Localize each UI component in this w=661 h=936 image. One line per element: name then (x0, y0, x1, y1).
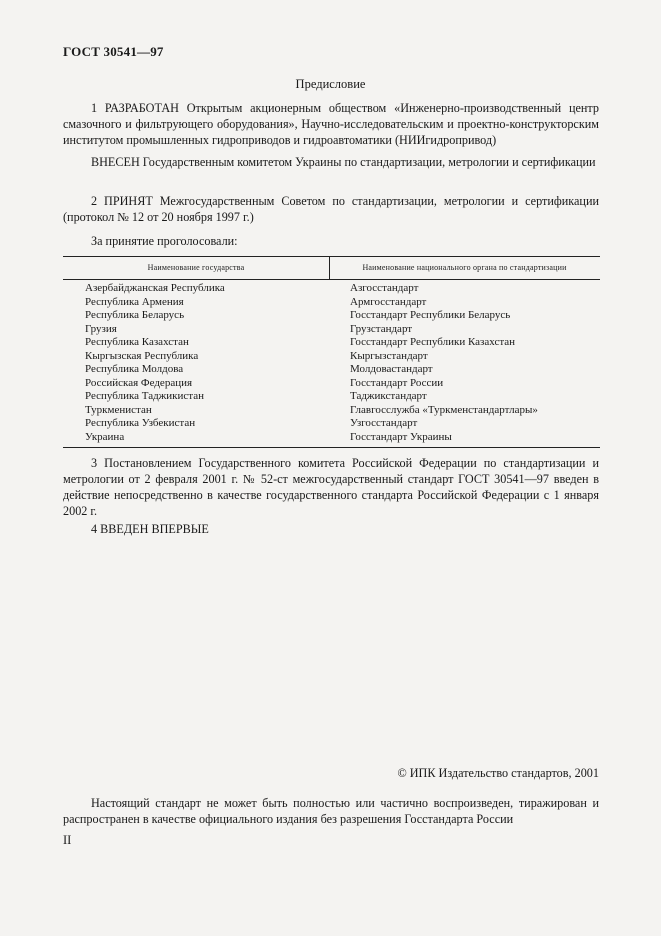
paragraph-developed: 1 РАЗРАБОТАН Открытым акционерным обществом «Инженерно-производственный центр смазочного и фильтрующего оборудования», Научно-исследовательским и проектно-конструкторским институтом промышленных гидроприводов и гидроавтоматики (НИИгидропривод) (63, 101, 599, 147)
copyright: © ИПК Издательство стандартов, 2001 (397, 766, 599, 780)
cell-state: Азербайджанская Республика (85, 282, 225, 294)
page-title: Предисловие (295, 77, 366, 91)
table-row (63, 309, 600, 323)
table-row (63, 336, 600, 350)
cell-state: Туркменистан (85, 403, 152, 416)
table-row (63, 431, 600, 445)
column-header-body: Наименование национального органа по стандартизации (362, 263, 567, 272)
cell-standards-body: Узгосстандарт (350, 417, 418, 429)
cell-state: Республика Узбекистан (85, 417, 196, 429)
table-row (63, 296, 600, 310)
cell-state: Республика Казахстан (85, 336, 189, 348)
cell-state: Российская Федерация (85, 376, 193, 389)
table-row (63, 390, 600, 404)
cell-standards-body: Госстандарт Республики Казахстан (350, 336, 516, 348)
table-row (63, 282, 600, 296)
paragraph-adopted: 2 ПРИНЯТ Межгосударственным Советом по стандартизации, метрологии и сертификации (протокол № 12 от 20 ноября 1997 г.) (63, 194, 599, 224)
cell-standards-body: Госстандарт Республики Беларусь (350, 309, 511, 321)
table-row (63, 363, 600, 377)
cell-state: Республика Таджикистан (85, 390, 204, 402)
cell-standards-body: Госстандарт Украины (350, 430, 452, 443)
paragraph-introduced: ВНЕСЕН Государственным комитетом Украины по стандартизации, метрологии и сертификации (91, 155, 596, 169)
cell-state: Республика Беларусь (85, 309, 185, 321)
paragraph-first-introduced: 4 ВВЕДЕН ВПЕРВЫЕ (91, 522, 209, 536)
table-body (63, 282, 600, 444)
paragraph-decree: 3 Постановлением Государственного комитета Российской Федерации по стандартизации и метрологии от 2 февраля 2001 г. № 52-ст межгосударственный стандарт ГОСТ 30541—97 введен в действие непосредственно в качестве государственного стандарта Российской Федерации с 1 января 2002 г. (63, 456, 599, 518)
table-row (63, 417, 600, 431)
cell-standards-body: Азгосстандарт (350, 282, 419, 294)
footer-note: Настоящий стандарт не может быть полностью или частично воспроизведен, тиражирован и распространен в качестве официального издания без разрешения Госстандарта России (63, 796, 599, 826)
column-header-state: Наименование государства (147, 263, 245, 272)
page-number: II (63, 833, 72, 847)
table-row (63, 404, 600, 418)
voting-table (63, 256, 600, 448)
table-header (63, 257, 600, 280)
table-row (63, 323, 600, 337)
cell-standards-body: Грузстандарт (350, 322, 413, 335)
cell-state: Кыргызская Республика (85, 349, 199, 362)
cell-standards-body: Кыргызстандарт (350, 349, 428, 362)
cell-state: Украина (85, 430, 125, 443)
table-row (63, 350, 600, 364)
paragraph-voted: За принятие проголосовали: (91, 234, 238, 248)
cell-state: Грузия (85, 322, 117, 335)
cell-standards-body: Главгосслужба «Туркменстандартлары» (350, 403, 538, 416)
cell-standards-body: Таджикстандарт (350, 390, 427, 402)
table-row (63, 377, 600, 391)
standard-code: ГОСТ 30541—97 (63, 44, 164, 59)
cell-standards-body: Армгосстандарт (350, 295, 427, 308)
cell-standards-body: Молдовастандарт (350, 363, 433, 375)
cell-standards-body: Госстандарт России (350, 376, 444, 389)
cell-state: Республика Молдова (85, 363, 184, 375)
cell-state: Республика Армения (85, 295, 184, 308)
